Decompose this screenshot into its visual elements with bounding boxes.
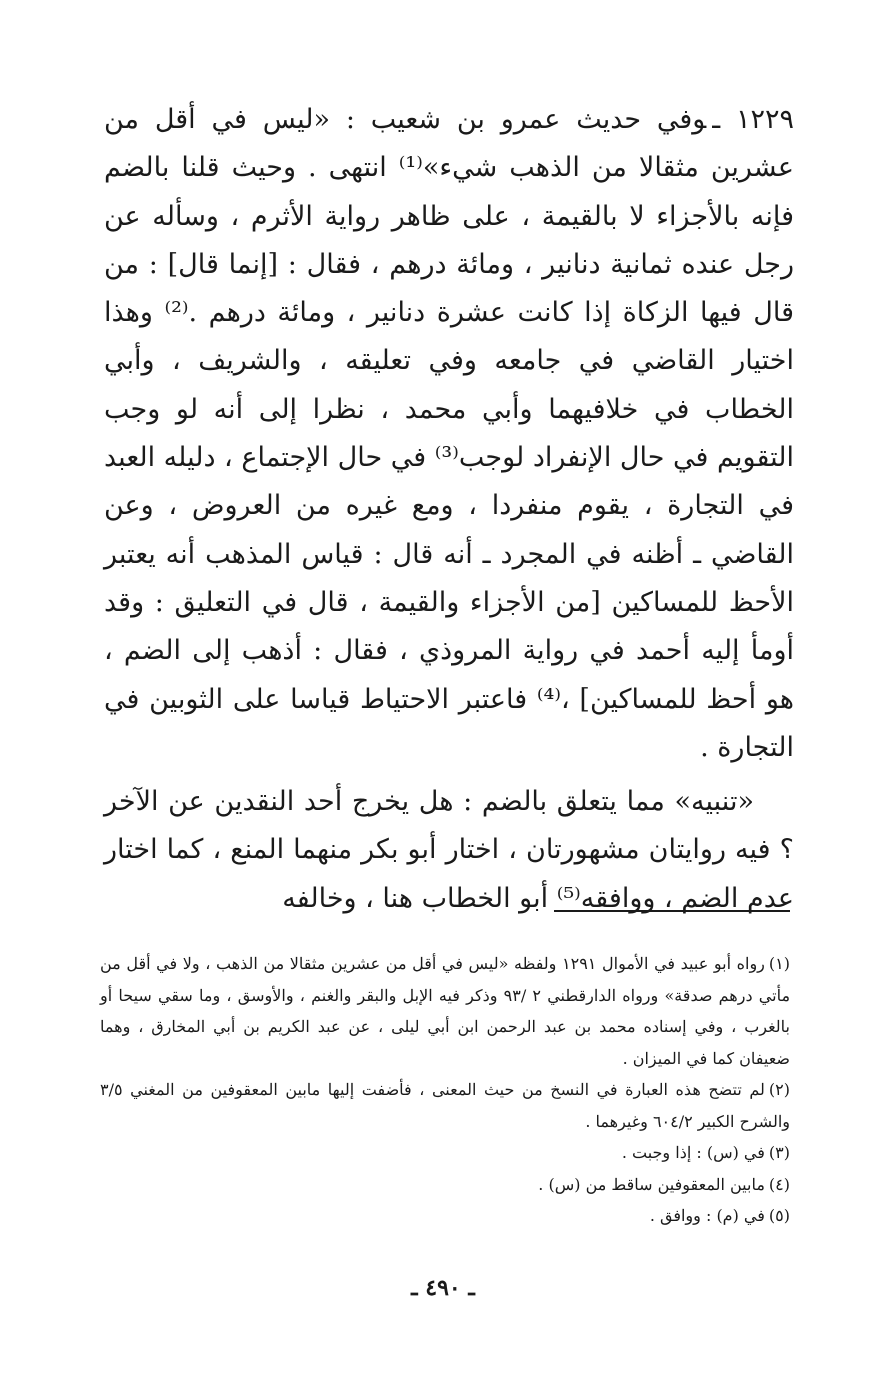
footnote-text: في (س) : إذا وجبت .: [621, 1143, 765, 1162]
main-text: [104, 96, 794, 923]
footnote-divider: [554, 910, 790, 912]
footnote-label: (٢): [768, 1080, 790, 1099]
footnote-text: مابين المعقوفين ساقط من (س) .: [538, 1174, 765, 1194]
footnote-2: [100, 1074, 790, 1137]
footnotes: [100, 948, 790, 1232]
footnote-text: في (م) : ووافق .: [649, 1206, 765, 1225]
footnote-4: [100, 1169, 790, 1201]
footnote-text: رواه أبو عبيد في الأموال ١٢٩١ ولفظه «ليس في أقل من عشرين مثقالا من الذهب ، ولا في أقل من مأتي درهم صدقة» ورواه الدارقطني ٢ /٩٣ وذكر فيه الإبل والبقر والغنم ، والأوسق ، وما سقي سيحا أو بالغرب ، وفي إسناده محمد بن عبد الرحمن ابن أبي ليلى ، عن عبد الكريم بن أبي المخارق ، وهما ضعيفان كما في الميزان .: [100, 954, 791, 1068]
footnote-label: (٣): [768, 1143, 790, 1162]
footnote-label: (٥): [768, 1206, 790, 1225]
paragraph-text: وفي حديث عمرو بن شعيب : «ليس في أقل من عشرين مثقالا من الذهب شيء»⁽¹⁾ انتهى . وحيث قلنا بالضم فإنه بالأجزاء لا بالقيمة ، على ظاهر رواية الأثرم ، وسأله عن رجل عنده ثمانية دنانير ، ومائة درهم ، فقال : [إنما قال] : من قال فيها الزكاة إذا كانت عشرة دنانير ، ومائة درهم .⁽²⁾ وهذا اختيار القاضي في جامعه وفي تعليقه ، والشريف ، وأبي الخطاب في خلافيهما وأبي محمد ، نظرا إلى أنه لو وجب التقويم في حال الإنفراد لوجب⁽³⁾ في حال الإجتماع ، دليله العبد في التجارة ، يقوم منفردا ، ومع غيره من العروض ، وعن القاضي ـ أظنه في المجرد ـ أنه قال : قياس المذهب أنه يعتبر الأحظ للمساكين [من الأجزاء والقيمة ، قال في التعليق : وقد أومأ إليه أحمد في رواية المروذي ، فقال : أذهب إلى الضم ، هو أحظ للمساكين] ،⁽⁴⁾ فاعتبر الاحتياط قياسا على الثوبين في التجارة .: [104, 104, 795, 763]
footnote-5: [100, 1200, 790, 1232]
paragraph-number: ١٢٢٩ ـ: [712, 104, 795, 135]
paragraph-tanbih: [104, 778, 794, 923]
paragraph-text: «تنبيه» مما يتعلق بالضم : هل يخرج أحد النقدين عن الآخر ؟ فيه روايتان مشهورتان ، اختار أبو بكر منهما المنع ، كما اختار عدم الضم ، ووافقه⁽⁵⁾ أبو الخطاب هنا ، وخالفه: [104, 786, 794, 914]
footnote-label: (١): [768, 954, 790, 973]
footnote-text: لم تتضح هذه العبارة في النسخ من حيث المعنى ، فأضفت إليها مابين المعقوفين من المغني ٣/٥ والشرح الكبير ٦٠٤/٢ وغيرهما .: [100, 1080, 790, 1131]
footnote-1: [100, 948, 790, 1074]
footnote-3: [100, 1137, 790, 1169]
footnote-label: (٤): [768, 1174, 790, 1194]
page-number: ـ ٤٩٠ ـ: [411, 1275, 475, 1301]
paragraph-1229: [104, 96, 794, 772]
